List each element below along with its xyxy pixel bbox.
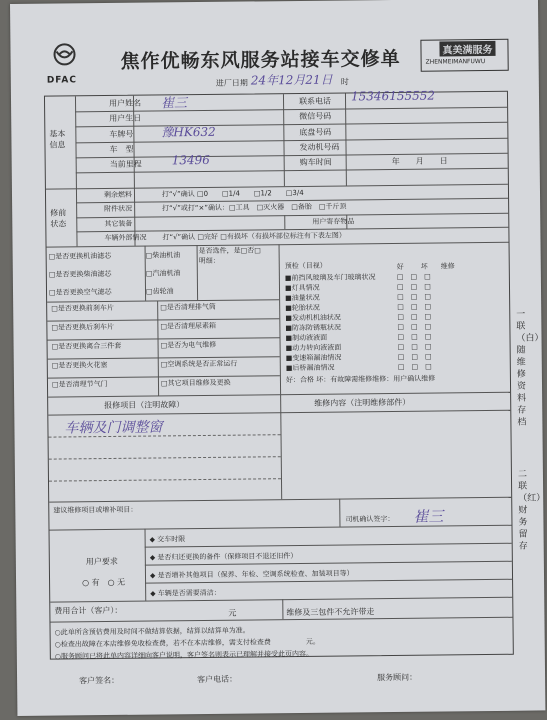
section-basic: 基本信息 <box>49 129 66 150</box>
inspect-item[interactable]: ■油量状况 <box>285 293 320 303</box>
page-title: 焦作优畅东风服务站接车交修单 <box>120 47 401 73</box>
model-label: 车 型 <box>109 144 134 154</box>
customer-label: 用户姓名 <box>108 98 142 108</box>
item-left-3[interactable]: □是否更换离合三件套 <box>51 341 122 351</box>
plate-label: 车牌号 <box>109 129 134 139</box>
accessory-options: 打“√”或打“×”确认：□工具 □灭火器 □备胎 □千斤顶 <box>162 202 347 213</box>
fault-header: 报修项目（注明故障） <box>104 400 185 411</box>
requirement-2: ◆ 是否归还更换的备件（保修项目不退还旧件） <box>149 552 298 562</box>
inspect-col-repair: 维修 <box>440 262 455 271</box>
filter-1[interactable]: □是否更换机油滤芯 <box>48 251 112 261</box>
brand-right-cn: 真美满服务 <box>439 41 495 57</box>
item-right-4[interactable]: □空调系统是否正常运行 <box>160 359 238 369</box>
driver-label: 司机确认签字： <box>345 515 395 524</box>
inspect-footer: 好：合格 坏：有故障需维修维修：用户确认维修 <box>285 374 436 385</box>
customer-sign-label: 客户签名： <box>79 675 120 686</box>
date-label: 进厂日期 <box>215 78 248 88</box>
phone-value: 15346155552 <box>350 88 436 104</box>
fuel-label: 剩余燃料 <box>103 190 133 200</box>
mileage-value: 13496 <box>171 152 210 168</box>
mileage-label: 当前里程 <box>109 159 142 169</box>
cost-note: 维修及三包件不允许带走 <box>286 607 375 618</box>
oil-2[interactable]: □汽油机油 <box>145 269 181 278</box>
time-label: 时 <box>340 77 349 87</box>
brand-right-en: ZHENMEIMANFUWU <box>425 58 486 66</box>
inspect-title: 预检（目视） <box>284 261 327 271</box>
inspect-item[interactable]: ■灯具情况 <box>284 283 320 293</box>
oil-3[interactable]: □齿轮油 <box>145 287 174 296</box>
paint-question: 是否选件，是□否□ <box>198 246 261 256</box>
side-copy-1: 一联（白）随维修资料存档 <box>516 309 544 428</box>
customer-phone-label: 客户电话： <box>197 674 238 685</box>
filter-3[interactable]: □是否更换空气滤芯 <box>48 287 112 297</box>
engine-label: 发动机号码 <box>299 142 340 152</box>
inspect-item[interactable]: ■制动液液面 <box>285 333 328 343</box>
inspect-checkboxes: □ □ □ □ □ □ □ □ □ □ □ □ □ □ □ □ □ □ □ □ □ □ □ □ □ □ □ □ □ □ <box>396 272 432 371</box>
item-right-3[interactable]: □是否为电气维修 <box>160 340 217 350</box>
belongings-label: 用户寄存物品 <box>312 217 355 226</box>
content-header: 维修内容（注明维修部件） <box>314 397 411 408</box>
note-1: ○此单所含预估费用及时间不做结算依据，结算以结算单为准。 <box>54 626 250 637</box>
filter-2[interactable]: □是否更换柴油滤芯 <box>48 269 112 279</box>
oil-1[interactable]: □柴油机油 <box>145 251 181 260</box>
inspect-item[interactable]: ■变速箱漏油情况 <box>285 353 342 363</box>
requirement-4: ◆ 车辆是否需要清洁： <box>150 588 221 598</box>
cost-unit: 元 <box>228 608 237 618</box>
appearance-label: 车辆外部情况 <box>104 233 147 243</box>
section-repair: 修前状态 <box>50 208 67 229</box>
inspect-item[interactable]: ■后桥漏油情况 <box>285 363 335 373</box>
purchase-label: 购车时间 <box>299 157 332 167</box>
requirements-yesno[interactable]: ○ 有 ○ 无 <box>82 577 126 588</box>
suggest-label: 建议维修项目或增补项目： <box>53 505 138 515</box>
dfac-logo <box>44 43 84 73</box>
note-3: ○服务顾问已将此单内容详细向客户说明，客户签名则表示已理解并接受此页内容。 <box>54 649 313 661</box>
repair-order-sheet <box>10 0 545 716</box>
inspect-item[interactable]: ■防冻防锈瓶状况 <box>285 323 342 333</box>
item-left-5[interactable]: □是否清理节气门 <box>51 379 108 389</box>
requirements-label: 用户要求 <box>85 556 118 567</box>
item-right-2[interactable]: □是否清理尿素箱 <box>160 321 217 331</box>
date-value: 24年12月21日 <box>250 72 333 88</box>
phone-label: 联系电话 <box>298 96 332 106</box>
inspect-item[interactable]: ■轮胎状况 <box>285 303 320 313</box>
inspect-item[interactable]: ■前挡风玻璃及车门玻璃状况 <box>284 273 376 283</box>
plate-value: 豫HK632 <box>161 124 216 140</box>
item-left-1[interactable]: □是否更换前刹车片 <box>51 303 114 313</box>
item-left-4[interactable]: □是否更换火花塞 <box>51 360 108 370</box>
inspect-col-bad: 坏 <box>420 262 428 271</box>
inspect-item[interactable]: ■动力转向液液面 <box>285 343 342 353</box>
item-right-1[interactable]: □是否清理排气筒 <box>160 302 216 312</box>
appearance-options: 打“√”确认 □完好 □有损坏（有损坏部位标注有下表左图） <box>162 231 346 242</box>
wechat-label: 微信号码 <box>299 111 332 121</box>
side-copy-2: 二联（红）财务留存 <box>517 469 546 552</box>
fuel-options: 打“√”确认 □0 □1/4 □1/2 □3/4 <box>161 188 304 199</box>
brand-right-logo <box>420 39 508 72</box>
brand-left: DFAC <box>46 75 78 86</box>
paint-sub: 明细： <box>198 256 220 266</box>
purchase-value: 年 月 日 <box>391 156 448 167</box>
note-2: ○检查出故障在本店维修免收检查费，若不在本店维修，需支付检查费 元。 <box>54 637 320 649</box>
driver-signature: 崔三 <box>413 507 444 526</box>
chassis-label: 底盘号码 <box>299 127 332 137</box>
inspect-item[interactable]: ■发动机机油状况 <box>285 313 341 323</box>
other-label: 其它装备 <box>104 219 133 229</box>
cost-label: 费用合计（客户）： <box>54 605 123 616</box>
customer-value: 崔三 <box>160 96 188 112</box>
fault-value: 车辆及门调整窗 <box>64 419 163 437</box>
accessory-label: 附件状况 <box>104 204 133 214</box>
inspect-col-good: 好 <box>396 262 404 271</box>
item-right-5[interactable]: □其它项目维修及更换 <box>160 378 231 388</box>
item-left-2[interactable]: □是否更换后刹车片 <box>51 322 115 332</box>
requirement-3: ◆ 是否增补其他项目（保养、年检、空调系统检查、加装项目等） <box>149 569 354 580</box>
birthday-label: 用户生日 <box>109 113 142 123</box>
advisor-label: 服务顾问： <box>377 672 418 683</box>
requirement-1: ◆ 交车时限 <box>149 535 186 544</box>
